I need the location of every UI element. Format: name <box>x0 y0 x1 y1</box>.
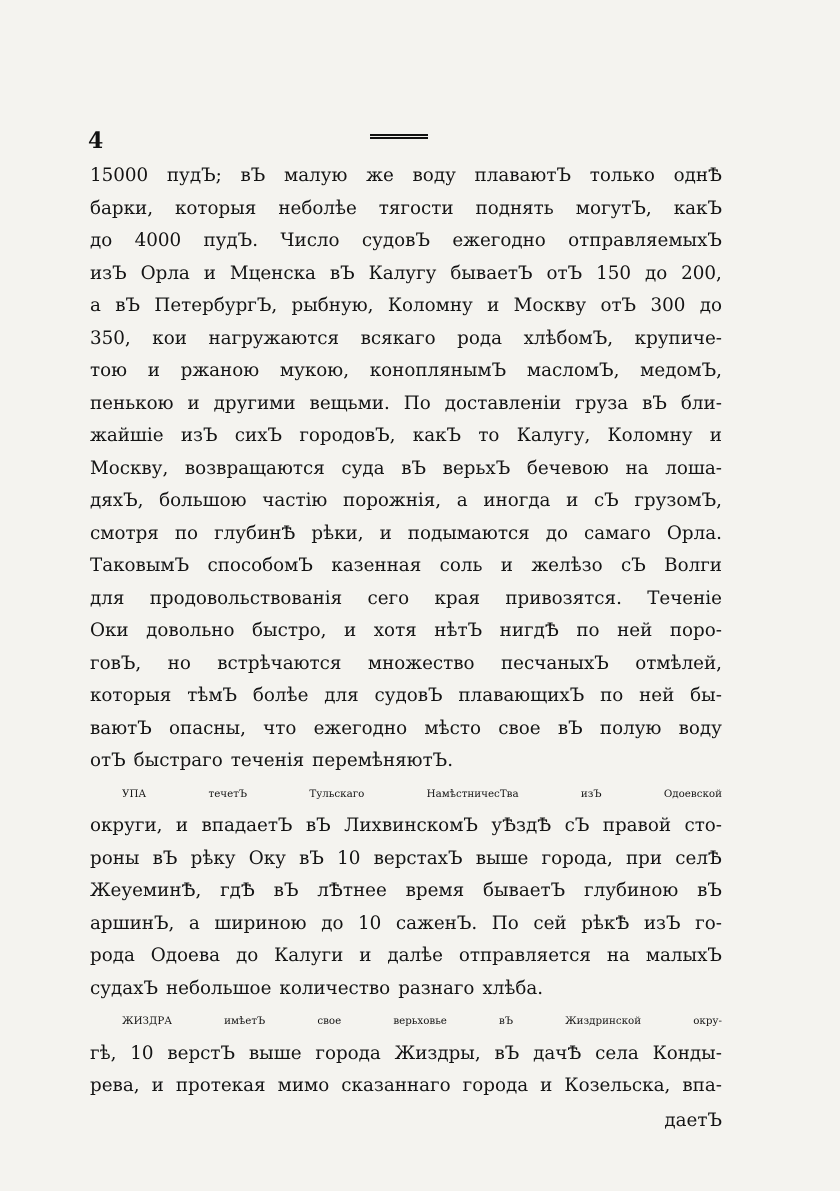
word: ЛихвинскомЪ <box>344 815 478 836</box>
word: доставленіи <box>444 392 562 414</box>
word: Коломну <box>607 425 693 446</box>
word: го- <box>695 912 722 934</box>
word: тягости <box>378 197 454 219</box>
word: рѣку <box>190 847 236 869</box>
word: только <box>589 165 655 186</box>
word: большою <box>159 490 247 511</box>
word: рыбную, <box>291 295 374 316</box>
word: самаго <box>584 522 651 544</box>
word: течетЪ <box>208 787 248 800</box>
text-line <box>90 583 722 616</box>
word: Калугу, <box>516 425 591 446</box>
word: до <box>321 912 344 934</box>
word: отЪ <box>90 750 126 771</box>
word: свое <box>317 1015 342 1027</box>
word: впа- <box>682 1075 722 1096</box>
word: вещьми. <box>309 392 390 414</box>
text-line <box>90 355 722 388</box>
word: 10 <box>358 912 382 934</box>
text-line <box>90 843 722 876</box>
word: Одоевской <box>663 787 722 800</box>
word: и <box>540 1075 553 1096</box>
text-line <box>90 453 722 486</box>
page-body-text <box>90 160 722 1137</box>
word: Конды- <box>652 1042 722 1064</box>
word: возвращаются <box>184 457 325 479</box>
word: НамѣстничесТва <box>426 787 519 800</box>
word: масломЪ, <box>526 360 620 381</box>
word: неболѣе <box>278 197 357 219</box>
word: перемѣняютЪ. <box>312 750 454 771</box>
text-line <box>90 420 722 453</box>
word: хотя <box>373 620 417 641</box>
word: уѢздѢ <box>491 815 552 836</box>
word: казенная <box>331 555 422 576</box>
word: Мценска <box>229 262 316 284</box>
word: до <box>545 522 568 544</box>
word: способомЪ <box>207 555 313 576</box>
text-line <box>90 908 722 941</box>
word: порожнія, <box>343 490 442 511</box>
word: Жиздринской <box>565 1015 642 1027</box>
word: сЪ <box>564 815 590 836</box>
word: Тульскаго <box>309 787 365 800</box>
word: вЪ <box>642 392 667 414</box>
word: отЪ <box>600 295 637 316</box>
text-line <box>90 810 722 843</box>
word: городовЪ, <box>299 425 396 446</box>
word: 300 <box>650 295 686 316</box>
text-line <box>90 615 722 648</box>
word: говЪ, <box>90 652 142 674</box>
word: встрѣчаются <box>217 652 342 674</box>
word: вЪ <box>697 880 722 901</box>
word: быстраго <box>133 750 223 771</box>
word: сто- <box>684 815 722 836</box>
word: УПА <box>122 787 147 800</box>
word: полую <box>599 717 662 739</box>
word: по <box>600 685 624 706</box>
word: Одоева <box>150 945 221 966</box>
word: вЪ <box>240 165 266 186</box>
word: бечевою <box>526 457 609 479</box>
word: теченія <box>230 750 305 771</box>
word: песчаныхЪ <box>500 652 609 674</box>
word: 350, <box>90 327 131 349</box>
word: по <box>174 522 199 544</box>
word: верьхЪ <box>442 457 511 479</box>
header-double-rule <box>370 134 428 143</box>
word: Теченіе <box>647 587 722 609</box>
word: выше <box>248 1042 302 1064</box>
header-rule-line <box>370 137 428 139</box>
word: воду <box>678 717 722 739</box>
word: продовольствованія <box>149 587 343 609</box>
word: вЪ <box>499 1015 513 1027</box>
word: города <box>315 1042 381 1064</box>
word: до <box>699 295 722 316</box>
word: сихЪ <box>234 425 283 446</box>
text-line <box>90 1070 722 1103</box>
word: Калугу <box>368 262 437 284</box>
word: по <box>576 620 600 641</box>
word: пенькою <box>90 392 174 414</box>
text-line <box>90 713 722 746</box>
word: Москву <box>513 295 587 316</box>
word: судовЪ <box>361 230 430 251</box>
paragraph-start-upa <box>90 778 722 811</box>
word: могутЪ, <box>575 197 652 219</box>
word: малую <box>284 165 348 186</box>
word: сЪ <box>593 490 619 511</box>
word: отЪ <box>546 262 583 284</box>
word: ржаною <box>180 360 260 381</box>
word: ЖИЗДРА <box>122 1015 173 1027</box>
word: и <box>566 490 579 511</box>
word: гѣ, <box>90 1042 117 1064</box>
word: Оку <box>248 847 286 869</box>
word: которыя <box>90 685 172 706</box>
word: болѣе <box>252 685 309 706</box>
word: и <box>500 555 513 576</box>
word: ЖеуеминѢ, <box>90 880 202 901</box>
word: селѢ <box>675 847 722 869</box>
word: роны <box>90 847 140 869</box>
word: гдѢ <box>220 880 255 901</box>
word: количество <box>279 977 391 999</box>
word: впадаетЪ <box>201 815 293 836</box>
word: изЪ <box>643 912 681 934</box>
word: пудЪ; <box>166 165 222 186</box>
text-line <box>90 875 722 908</box>
text-line <box>90 940 722 973</box>
word: тою <box>90 360 128 381</box>
word: ежегодно <box>452 230 546 251</box>
word: и <box>359 945 372 966</box>
word: отправляется <box>458 945 591 966</box>
word: мимо <box>277 1075 330 1096</box>
word: однѢ <box>673 165 722 186</box>
word: мукою, <box>279 360 350 381</box>
word: бываетЪ <box>482 880 566 901</box>
word: 10 <box>337 847 361 869</box>
word: на <box>606 945 630 966</box>
word: окру- <box>693 1015 722 1027</box>
word: нѣтЪ <box>434 620 483 641</box>
word: суда <box>341 457 385 479</box>
word: же <box>366 165 394 186</box>
word: и <box>709 425 722 446</box>
word: дачѢ <box>533 1042 582 1064</box>
word: протекая <box>175 1075 266 1096</box>
word: хлѣбомЪ, <box>523 327 614 349</box>
word: нагружаются <box>208 327 340 349</box>
word: и <box>147 360 160 381</box>
word: бли- <box>680 392 722 414</box>
word: лоша- <box>665 457 722 479</box>
word: для <box>90 587 125 609</box>
text-line <box>90 323 722 356</box>
word: плаваютЪ <box>474 165 571 186</box>
word: малыхЪ <box>645 945 722 966</box>
text-line <box>90 680 722 713</box>
word: аршинЪ, <box>90 912 175 934</box>
word: саженЪ. <box>395 912 478 934</box>
word: но <box>167 652 191 674</box>
word: Число <box>280 230 340 251</box>
word: судовЪ <box>374 685 443 706</box>
word: барки, <box>90 197 154 219</box>
word: частію <box>262 490 328 511</box>
word: желѣзо <box>531 555 603 576</box>
word: правой <box>602 815 672 836</box>
word: мѣсто <box>424 717 481 739</box>
text-line <box>90 160 722 193</box>
header-rule-line <box>370 134 428 136</box>
word: бываетЪ <box>450 262 533 284</box>
word: а <box>188 912 200 934</box>
word: изЪ <box>180 425 218 446</box>
word: разнаго <box>398 977 475 999</box>
word: ежегодно <box>313 717 408 739</box>
word: округи, <box>90 815 163 836</box>
word: ПетербургЪ, <box>154 295 278 316</box>
word: вЪ <box>115 295 141 316</box>
word: Орла. <box>666 522 722 544</box>
word: и <box>203 262 216 284</box>
word: какЪ <box>673 197 722 219</box>
text-line <box>90 193 722 226</box>
word: вЪ <box>305 815 331 836</box>
word: крупичe- <box>634 327 722 349</box>
word: отмѣлей, <box>635 652 722 674</box>
word: поро- <box>669 620 722 641</box>
word: Москву, <box>90 457 169 479</box>
paragraph-start-zhizdra <box>90 1005 722 1038</box>
text-line <box>90 518 722 551</box>
word: Орла <box>140 262 190 284</box>
word: тѣмЪ <box>187 685 238 706</box>
word: 15000 <box>90 165 149 186</box>
text-line <box>90 388 722 421</box>
word: иногда <box>483 490 551 511</box>
word: села <box>595 1042 639 1064</box>
word: вЪ <box>557 717 583 739</box>
word: вЪ <box>299 847 324 869</box>
word: верстЪ <box>167 1042 236 1064</box>
word: соль <box>439 555 483 576</box>
word: до <box>644 262 668 284</box>
word: края <box>434 587 480 609</box>
word: судахЪ <box>90 977 158 999</box>
word: Козельска, <box>564 1075 671 1096</box>
text-line <box>90 648 722 681</box>
word: что <box>263 717 297 739</box>
word: вЪ <box>494 1042 520 1064</box>
word: Коломну <box>387 295 473 316</box>
word: шириною <box>214 912 307 934</box>
word: Волги <box>664 555 722 576</box>
word: глубиною <box>584 880 679 901</box>
word: нигдѢ <box>499 620 559 641</box>
word: ваютЪ <box>90 717 152 739</box>
word: рева, <box>90 1075 140 1096</box>
word: время <box>405 880 465 901</box>
word: имѣетЪ <box>224 1015 266 1027</box>
word: и <box>379 522 392 544</box>
word: грузомЪ, <box>634 490 722 511</box>
word: плавающихЪ <box>458 685 585 706</box>
word: глубинѢ <box>214 522 296 544</box>
word: рѣкѢ <box>581 912 630 934</box>
text-line <box>90 550 722 583</box>
word: ней <box>617 620 653 641</box>
word: лѢтнее <box>317 880 387 901</box>
word: множество <box>367 652 475 674</box>
word: коноплянымЪ <box>369 360 507 381</box>
word: рода <box>90 945 135 966</box>
word: довольно <box>146 620 235 641</box>
word: вЪ <box>329 262 355 284</box>
text-line <box>90 290 722 323</box>
word: 10 <box>130 1042 154 1064</box>
word: ТаковымЪ <box>90 555 190 576</box>
word: 4000 <box>134 230 182 251</box>
word: до <box>90 230 113 251</box>
word: ней <box>639 685 675 706</box>
word: всякаго <box>360 327 436 349</box>
word: пудЪ. <box>203 230 259 251</box>
word: опасны, <box>169 717 246 739</box>
word: вЪ <box>152 847 178 869</box>
word: отправляемыхЪ <box>568 230 722 251</box>
word: сЪ <box>621 555 646 576</box>
word: то <box>478 425 500 446</box>
word: и <box>487 295 500 316</box>
word: рода <box>457 327 503 349</box>
word: изЪ <box>90 262 127 284</box>
word: которыя <box>175 197 257 219</box>
word: верьховье <box>393 1015 447 1027</box>
word: выше <box>475 847 529 869</box>
word: кои <box>152 327 187 349</box>
word: верстахЪ <box>373 847 463 869</box>
text-line <box>90 745 722 778</box>
word: Калуги <box>274 945 344 966</box>
text-line <box>90 225 722 258</box>
word: города <box>462 1075 529 1096</box>
word: другими <box>213 392 296 414</box>
word: и <box>187 392 200 414</box>
word: подымаются <box>407 522 530 544</box>
word: По <box>403 392 431 414</box>
word: бы- <box>690 685 722 706</box>
word: Жиздры, <box>394 1042 481 1064</box>
word: изЪ <box>580 787 602 800</box>
word: сказаннаго <box>341 1075 451 1096</box>
word: поднять <box>475 197 554 219</box>
word: сего <box>367 587 410 609</box>
word: и <box>151 1075 164 1096</box>
word: далѣе <box>387 945 443 966</box>
word: вЪ <box>273 880 299 901</box>
word: а <box>456 490 468 511</box>
word: смотря <box>90 522 159 544</box>
word: до <box>235 945 259 966</box>
word: сей <box>533 912 567 934</box>
word: и <box>175 815 189 836</box>
word: города, <box>541 847 613 869</box>
word: хлѣба. <box>482 977 544 999</box>
word: какЪ <box>412 425 462 446</box>
text-line <box>90 258 722 291</box>
text-line <box>90 973 722 1006</box>
word: на <box>625 457 649 479</box>
text-line <box>90 1038 722 1071</box>
word: вЪ <box>401 457 427 479</box>
word: и <box>344 620 357 641</box>
word: рѣки, <box>311 522 364 544</box>
word: свое <box>498 717 541 739</box>
word: небольшое <box>165 977 272 999</box>
word: По <box>491 912 519 934</box>
page-number: 4 <box>88 128 104 154</box>
text-line <box>90 485 722 518</box>
word: воду <box>412 165 456 186</box>
word: а <box>90 295 101 316</box>
catchword: даетЪ <box>664 1109 722 1131</box>
word: жайшіе <box>90 425 164 446</box>
word: привозятся. <box>505 587 622 609</box>
word: медомЪ, <box>640 360 722 381</box>
word: груза <box>575 392 629 414</box>
word: 150 <box>596 262 631 284</box>
word: при <box>626 847 663 869</box>
word: 200, <box>681 262 722 284</box>
word: Оки <box>90 620 129 641</box>
word: для <box>324 685 359 706</box>
word: дяхЪ, <box>90 490 144 511</box>
word: быстро, <box>252 620 327 641</box>
